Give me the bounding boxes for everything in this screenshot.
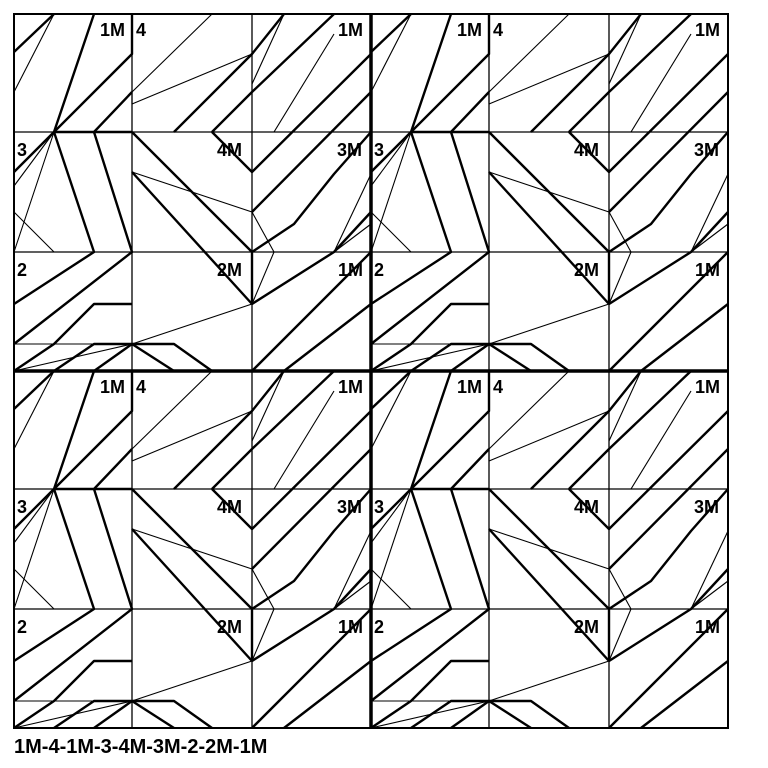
label: 2	[374, 260, 385, 280]
label: 1M	[100, 20, 126, 40]
label: 1M	[457, 20, 483, 40]
labels-bottom-left	[17, 377, 363, 637]
label: 4M	[574, 140, 600, 160]
label: 3M	[337, 497, 363, 517]
label: 3M	[337, 140, 363, 160]
label: 3	[374, 497, 385, 517]
label: 3M	[694, 497, 720, 517]
label: 4M	[217, 140, 243, 160]
label: 4M	[217, 497, 243, 517]
label: 4	[136, 20, 147, 40]
tile-top-left	[14, 14, 371, 371]
label: 2	[17, 617, 28, 637]
label: 2M	[574, 260, 600, 280]
label: 1M	[338, 20, 364, 40]
label: 3	[374, 140, 385, 160]
label: 1M	[100, 377, 126, 397]
tile-bottom-right	[371, 371, 728, 728]
label: 1M	[695, 617, 721, 637]
label: 1M	[338, 617, 364, 637]
labels-top-left	[17, 20, 363, 280]
labels-bottom-right	[374, 377, 720, 637]
label: 1M	[338, 377, 364, 397]
label: 3	[17, 140, 28, 160]
sequence-caption: 1M-4-1M-3-4M-3M-2-2M-1M	[14, 736, 268, 758]
label: 1M	[695, 20, 721, 40]
label: 4	[493, 20, 504, 40]
label: 1M	[695, 377, 721, 397]
tile-bottom-left	[14, 371, 371, 728]
label: 2M	[574, 617, 600, 637]
label: 2M	[217, 260, 243, 280]
label: 3M	[694, 140, 720, 160]
label: 2M	[217, 617, 243, 637]
label: 1M	[457, 377, 483, 397]
label: 1M	[338, 260, 364, 280]
label: 1M	[695, 260, 721, 280]
labels-top-right	[374, 20, 720, 280]
label: 2	[17, 260, 28, 280]
label: 4	[136, 377, 147, 397]
label: 4M	[574, 497, 600, 517]
label: 4	[493, 377, 504, 397]
tile-top-right	[371, 14, 728, 371]
label: 2	[374, 617, 385, 637]
label: 3	[17, 497, 28, 517]
